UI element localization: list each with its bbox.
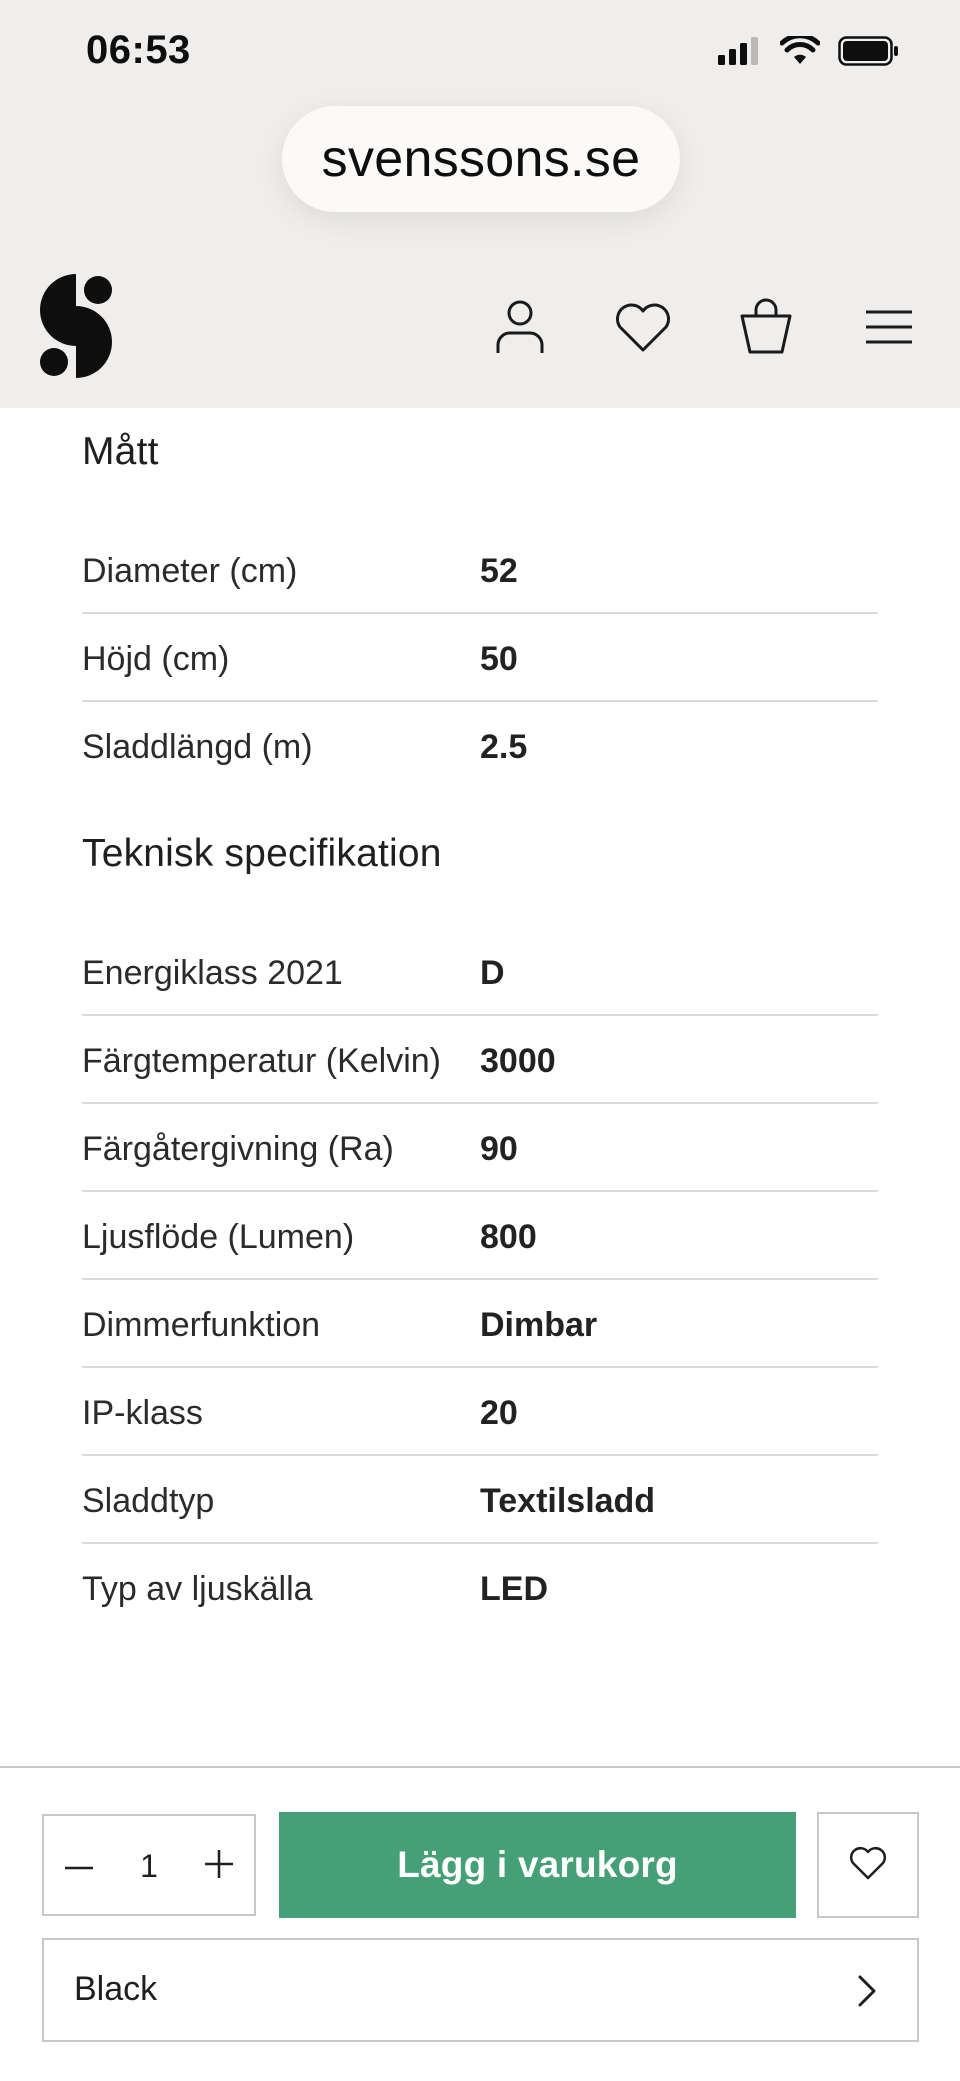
top-chrome [0, 0, 960, 408]
spec-value: LED [480, 1570, 548, 1608]
spec-label: Typ av ljuskälla [82, 1570, 313, 1608]
spec-value: 52 [480, 552, 518, 590]
status-time: 06:53 [86, 28, 191, 72]
status-icons [718, 36, 900, 71]
spec-row [82, 1104, 878, 1192]
purchase-bar [0, 1766, 960, 2081]
variant-value: Black [74, 1970, 158, 2008]
spec-label: Färgåtergivning (Ra) [82, 1130, 394, 1168]
spec-value: Textilsladd [480, 1482, 656, 1520]
header-icons [0, 292, 960, 362]
add-to-cart-button[interactable]: Lägg i varukorg [279, 1812, 796, 1918]
spec-row [82, 928, 878, 1016]
address-bar[interactable]: svenssons.se [282, 106, 680, 212]
spec-row [82, 1368, 878, 1456]
chevron-right-icon [857, 1974, 877, 2013]
decrease-quantity-button[interactable] [44, 1816, 114, 1916]
spec-row [82, 1192, 878, 1280]
spec-label: IP-klass [82, 1394, 203, 1432]
spec-label: Sladdtyp [82, 1482, 215, 1520]
spec-row [82, 1016, 878, 1104]
wifi-icon [780, 36, 820, 71]
spec-value: 800 [480, 1218, 537, 1256]
spec-value: 50 [480, 640, 518, 678]
minus-icon [64, 1857, 94, 1875]
favorites-heart-icon[interactable] [608, 292, 678, 362]
add-to-wishlist-button[interactable] [817, 1812, 919, 1918]
plus-icon [204, 1849, 234, 1884]
spec-table-teknisk [82, 928, 878, 1630]
section-title-matt: Mått [82, 430, 159, 473]
spec-value: 2.5 [480, 728, 528, 766]
spec-value: 20 [480, 1394, 518, 1432]
spec-label: Energiklass 2021 [82, 954, 343, 992]
spec-value: Dimbar [480, 1306, 598, 1344]
heart-icon [848, 1845, 888, 1886]
spec-value: 3000 [480, 1042, 556, 1080]
signal-icon [718, 37, 762, 70]
spec-row [82, 614, 878, 702]
spec-value: 90 [480, 1130, 518, 1168]
battery-icon [838, 36, 900, 71]
section-title-teknisk: Teknisk specifikation [82, 832, 442, 875]
quantity-value[interactable]: 1 [140, 1847, 158, 1884]
account-icon[interactable] [485, 292, 555, 362]
quantity-stepper [42, 1814, 256, 1916]
shopping-bag-icon[interactable] [731, 292, 801, 362]
spec-label: Höjd (cm) [82, 640, 230, 678]
spec-label: Färgtemperatur (Kelvin) [82, 1042, 442, 1080]
spec-label: Ljusflöde (Lumen) [82, 1218, 355, 1256]
spec-label: Sladdlängd (m) [82, 728, 313, 766]
spec-row [82, 1456, 878, 1544]
spec-table-matt [82, 526, 878, 788]
increase-quantity-button[interactable] [184, 1816, 254, 1916]
spec-label: Diameter (cm) [82, 552, 298, 590]
variant-selector[interactable] [42, 1938, 919, 2042]
spec-label: Dimmerfunktion [82, 1306, 321, 1344]
spec-row [82, 1544, 878, 1630]
menu-icon[interactable] [854, 292, 924, 362]
spec-row [82, 702, 878, 788]
spec-value: D [480, 954, 505, 992]
spec-row [82, 526, 878, 614]
spec-row [82, 1280, 878, 1368]
